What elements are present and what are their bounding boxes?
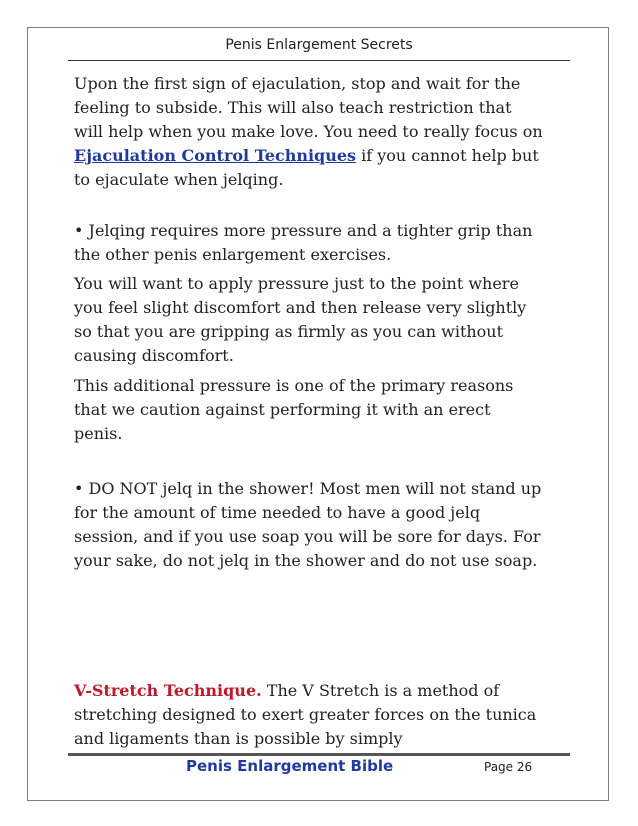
footer-book-title: Penis Enlargement Bible (186, 757, 394, 775)
page-header: Penis Enlargement Secrets (225, 37, 413, 53)
paragraph-ejaculation-control (74, 72, 544, 192)
paragraph-text: The V Stretch is a method of stretching designed to exert greater forces on the tunica and ligaments than is possible by simply (74, 681, 537, 748)
paragraph-text: if you cannot help but to ejaculate when jelqing. (74, 146, 539, 189)
paragraph-v-stretch (74, 679, 544, 751)
ejaculation-control-link[interactable]: Ejaculation Control Techniques (74, 146, 357, 165)
page-number: Page 26 (484, 760, 533, 774)
bullet-text: • DO NOT jelq in the shower! Most men will not stand up for the amount of time needed to have a good jelq session, and if you use soap you will be sore for days. For your sake, do not jelq in the shower and do not use soap. (74, 479, 542, 570)
v-stretch-heading: V-Stretch Technique. (74, 681, 262, 700)
paragraph-text: Upon the first sign of ejaculation, stop and wait for the feeling to subside. This will also teach restriction that will help when you make love. You need to really focus on (74, 74, 543, 141)
paragraph-text: You will want to apply pressure just to the point where you feel slight discomfort and then release very slightly so that you are gripping as firmly as you can without causing discomfort. (74, 274, 527, 365)
paragraph-apply-pressure (74, 272, 544, 368)
header-divider (68, 60, 570, 61)
paragraph-text: This additional pressure is one of the primary reasons that we caution against performing it with an erect penis. (74, 376, 514, 443)
bullet-shower-warning (74, 477, 544, 573)
bullet-text: • Jelqing requires more pressure and a tighter grip than the other penis enlargement exercises. (74, 221, 533, 264)
footer-divider (68, 753, 570, 756)
bullet-pressure (74, 219, 544, 267)
paragraph-additional-pressure (74, 374, 544, 446)
